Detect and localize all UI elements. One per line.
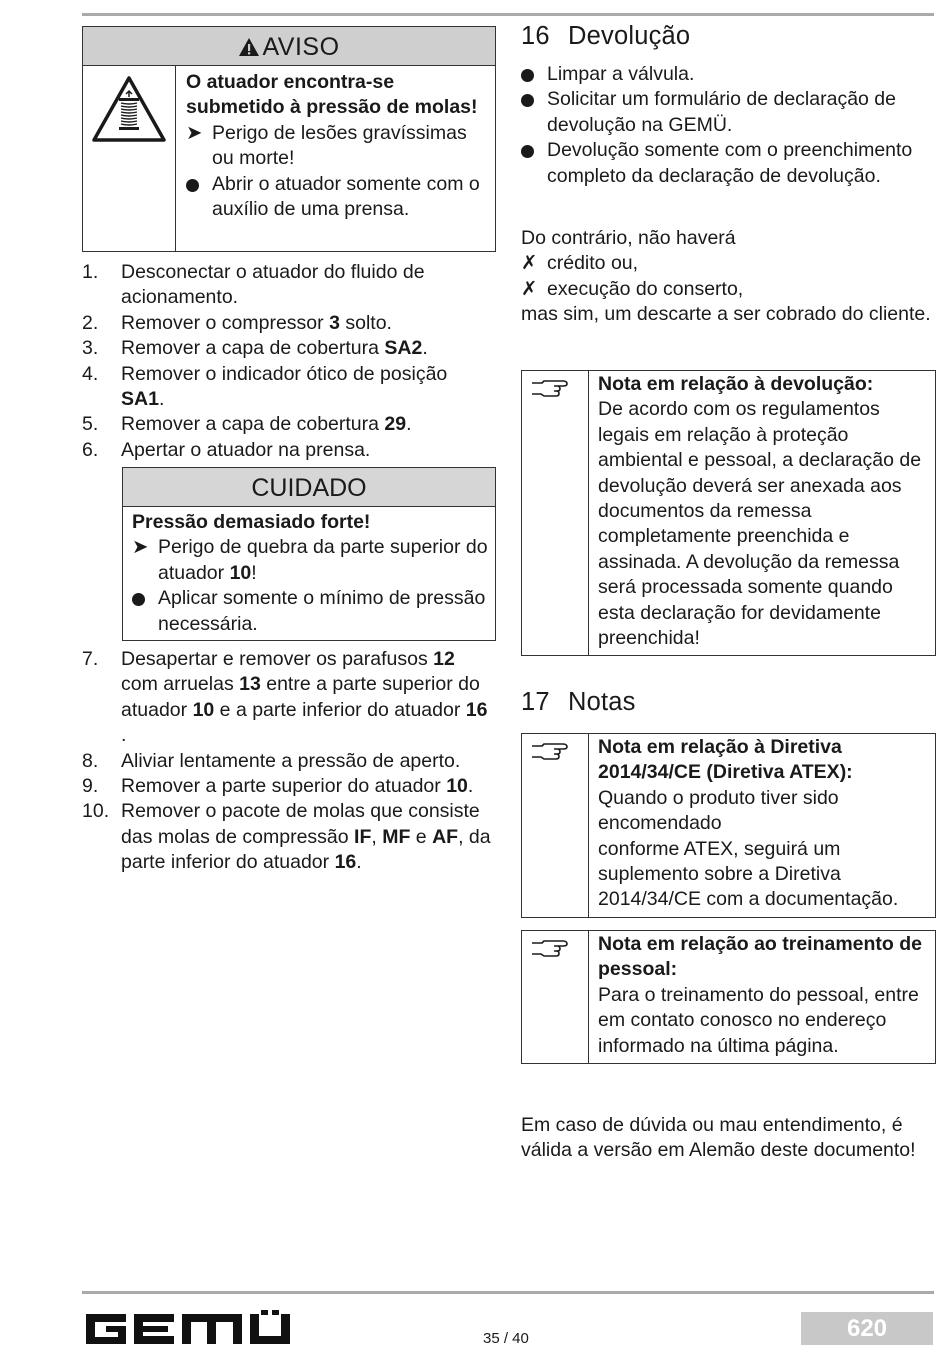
list-item: 9. Remover a parte superior do atuador 10. [82,775,474,798]
warning-title: O atuador encontra-se submetido à pressão de molas! [186,71,478,119]
document-number-badge: 620 [801,1312,933,1345]
section-16-conditions [521,226,935,328]
list-item: 1. Desconectar o atuador do fluido de acionamento. [82,261,425,309]
list-item: Limpar a válvula. [521,62,935,87]
otherwise-text: Do contrário, não haverá [521,227,736,249]
but-text: mas sim, um descarte a ser cobrado do cliente. [521,303,931,326]
section-17-heading: 17 Notas [521,688,636,716]
caution-box [122,467,496,641]
list-item: 3. Remover a capa de cobertura SA2. [82,337,428,360]
x-mark-icon: ✗ [521,252,538,275]
list-item: ✗ crédito ou, [521,251,935,276]
arrow-icon: ➤ [132,536,149,559]
arrow-icon: ➤ [186,121,203,144]
hand-pointer-icon-cell [522,371,589,655]
hand-pointer-icon [530,379,570,399]
warning-header [83,27,495,66]
section-16-bullets [521,62,935,189]
warning-risk: ➤ Perigo de lesões gravíssimas ou morte! [186,121,467,170]
spring-hazard-icon-cell [83,66,176,251]
list-item: Devolução somente com o preenchimento completo da declaração de devolução. [521,138,935,189]
training-note-body: Para o treinamento do pessoal, entre em contato conosco no endereço informado na última página. [598,983,919,1057]
atex-note-title: Nota em relação à Diretiva 2014/34/CE (Diretiva ATEX): [598,736,853,784]
bullet-icon [521,62,534,89]
list-item: ✗ execução do conserto, [521,277,935,302]
warning-box [82,26,496,252]
atex-note-box [521,733,936,918]
caution-risk: ➤ Perigo de quebra da parte superior do atuador 10! [132,536,488,584]
page-number: 35 / 40 [483,1330,529,1347]
spring-hazard-icon [91,74,167,146]
section-16-heading: 16 Devolução [521,22,691,50]
x-mark-icon: ✗ [521,277,538,300]
list-item: 2. Remover o compressor 3 solto. [82,311,392,334]
return-note-body: De acordo com os regulamentos legais em relação à proteção ambiental e pessoal, a declaração de devolução deverá ser anexada aos documentos da remessa completamente preenchida e assinada. A devolução da remessa será processada somente quando esta declaração for devidamente preenchida! [598,398,922,650]
list-item: Solicitar um formulário de declaração de devolução na GEMÜ. [521,87,935,138]
hand-pointer-icon [530,939,570,959]
hand-pointer-icon [530,742,570,762]
atex-note-body-b: conforme ATEX, seguirá um suplemento sobre a Diretiva 2014/34/CE com a documentação. [598,837,899,911]
gemu-logo [82,1310,312,1353]
list-item: 6. Apertar o atuador na prensa. [82,438,371,461]
top-rule [82,13,934,16]
hand-pointer-icon-cell [522,931,589,1063]
bottom-rule [82,1291,934,1294]
training-note-title: Nota em relação ao treinamento de pessoal: [598,933,923,981]
bullet-icon [521,138,534,165]
list-item: 5. Remover a capa de cobertura 29. [82,413,412,436]
hand-pointer-icon-cell [522,734,589,917]
warning-header-label: AVISO [262,33,340,61]
return-note-title: Nota em relação à devolução: [598,373,874,395]
bullet-icon [521,87,534,114]
bullet-icon [186,172,199,199]
list-item: 10. Remover o pacote de molas que consiste das molas de compressão IF, MF e AF, da parte inferior do atuador 16. [82,800,491,874]
closing-text: Em caso de dúvida ou mau entendimento, é válida a versão em Alemão deste documento! [521,1114,916,1162]
steps-list-a [82,260,496,463]
bullet-icon [132,586,145,613]
return-note-box [521,370,936,656]
warning-triangle-icon [238,29,260,69]
list-item: 8. Aliviar lentamente a pressão de aperto. [82,749,461,772]
caution-header: CUIDADO [123,468,495,507]
list-item: 7. Desapertar e remover os parafusos 12 com arruelas 13 entre a parte superior do atuador 10 e a parte inferior do atuador 16 . [82,648,488,747]
warning-action: Abrir o atuador somente com o auxílio de uma prensa. [186,172,489,223]
caution-action: Aplicar somente o mínimo de pressão necessária. [132,586,491,637]
atex-note-body-a: Quando o produto tiver sido encomendado [598,786,839,835]
training-note-box [521,930,936,1064]
caution-title: Pressão demasiado forte! [132,511,371,533]
list-item: 4. Remover o indicador ótico de posição SA1. [82,362,448,411]
steps-list-b [82,647,496,876]
